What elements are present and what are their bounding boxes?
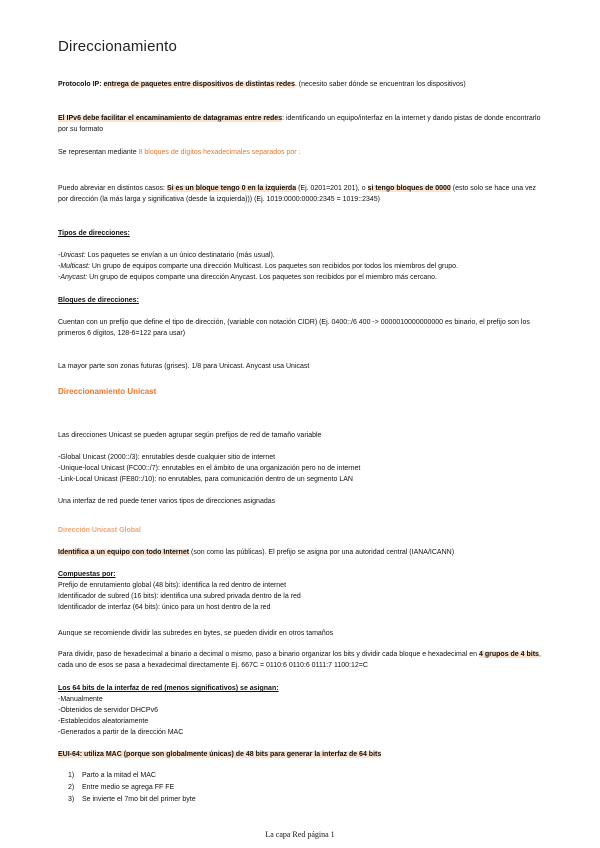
tipos-desc: Un grupo de equipos comparte una dirección Anycast. Los paquetes son recibidos por el miembro más cercano. xyxy=(89,274,438,281)
unicast-list-item: -Unique-local Unicast (FC00::/7): enrutables en el ámbito de una organización pero no de internet xyxy=(58,465,361,472)
abreviar-highlight-2: si tengo bloques de 0000 xyxy=(367,185,451,192)
step-number: 1) xyxy=(68,772,75,779)
page-footer: La capa Red página 1 xyxy=(265,830,335,839)
tipos-term: -Anycast: xyxy=(58,274,88,281)
paragraph-abreviar xyxy=(58,184,544,205)
representan-orange: 8 bloques de dígitos hexadecimales separados por : xyxy=(138,149,301,156)
tipos-term: -Unicast: xyxy=(58,252,86,259)
step-item xyxy=(68,795,196,805)
step-item xyxy=(68,771,156,781)
bits64-heading: Los 64 bits de la interfaz de red (menos significativos) se asignan: xyxy=(58,685,279,692)
tipos-multicast xyxy=(58,262,544,273)
dividir-text: Para dividir, paso de hexadecimal a binario a decimal o mismo, paso a binario organizar los bits y dividir cada bloque e hexadecimal en xyxy=(58,651,478,658)
step-text: Entre medio se agrega FF FE xyxy=(82,784,175,791)
interfaz-text: Una interfaz de red puede tener varios tipos de direcciones asignadas xyxy=(58,498,276,505)
tipos-desc: Los paquetes se envían a un único destinatario (más usual). xyxy=(87,252,275,259)
eui64-highlight: EUI-64: utiliza MAC (porque son globalmente únicas) de 48 bits para generar la interfaz de 64 bits xyxy=(58,751,382,758)
page-title: Direccionamiento xyxy=(58,38,178,55)
representan-text: Se representan mediante xyxy=(58,149,137,156)
compuestas-item: Identificador de subred (16 bits): identifica una subred privada dentro de la red xyxy=(58,593,301,600)
bits64-item: -Generados a partir de la dirección MAC xyxy=(58,729,184,736)
compuestas-item: Identificador de interfaz (64 bits): único para un host dentro de la red xyxy=(58,604,271,611)
tipos-desc: Un grupo de equipos comparte una dirección Multicast. Los paquetes son recibidos por todos los miembros del grupo. xyxy=(91,263,459,270)
mayor-parte-text: La mayor parte son zonas futuras (grises). 1/8 para Unicast. Anycast usa Unicast xyxy=(58,363,310,370)
ipv6-rest: : identificando un equipo/interfaz en la internet y dando pistas de donde encontrarlo por su formato xyxy=(58,115,541,133)
paragraph-identifica xyxy=(58,548,544,559)
paragraph-protocolo-ip xyxy=(58,80,544,91)
dividir-example: , cada uno de esos se pasa a hexadecimal directamente Ej. 667C = 0110:6 0110:6 0111:7 1100:12=C xyxy=(58,651,541,669)
compuestas-item: Prefijo de enrutamiento global (48 bits): identifica la red dentro de internet xyxy=(58,582,287,589)
abreviar-example-2: (esto solo se hace una vez por dirección (la más larga y significativa (desde la izquierda))) (Ej. 1019:0000:0000:2345 = 1019::2345) xyxy=(58,185,537,203)
paragraph-eui64 xyxy=(58,750,544,761)
tipos-heading: Tipos de direcciones: xyxy=(58,230,130,237)
ipv6-highlight: El IPv6 debe facilitar el encaminamiento de datagramas entre redes xyxy=(58,115,283,122)
bits64-item: -Obtenidos de servidor DHCPv6 xyxy=(58,707,158,714)
protocolo-label: Protocolo IP: xyxy=(58,81,102,88)
paragraph-ipv6 xyxy=(58,114,544,135)
unicast-list-item: -Link-Local Unicast (FE80::/10): no enrutables, para comunicación dentro de un segmento LAN xyxy=(58,476,353,483)
bits64-item: -Manualmente xyxy=(58,696,103,703)
step-number: 2) xyxy=(68,784,75,791)
tipos-anycast xyxy=(58,273,544,284)
step-text: Se invierte el 7mo bit del primer byte xyxy=(82,796,196,803)
abreviar-example-1: (Ej. 0201=201 201), o xyxy=(298,185,366,192)
paragraph-representan xyxy=(58,148,544,159)
unicast-heading: Direccionamiento Unicast xyxy=(58,387,157,396)
tipos-unicast xyxy=(58,251,544,262)
tipos-term: -Multicast: xyxy=(58,263,90,270)
step-text: Parto a la mitad el MAC xyxy=(82,772,156,779)
global-unicast-heading: Dirección Unicast Global xyxy=(58,527,141,534)
bits64-item: -Establecidos aleatoriamente xyxy=(58,718,149,725)
bloques-heading: Bloques de direcciones: xyxy=(58,297,139,304)
aunque-text: Aunque se recomiende dividir las subredes en bytes, se pueden dividir en otros tamaños xyxy=(58,630,334,637)
dividir-highlight: 4 grupos de 4 bits xyxy=(479,651,539,658)
protocolo-highlight: entrega de paquetes entre dispositivos de distintas redes xyxy=(103,81,295,88)
bloques-text: Cuentan con un prefijo que define el tipo de dirección, (variable con notación CIDR) (Ej. 0400::/6 400 -> 0000010000000000 es binario, el prefijo son los primeros 6 dígitos, 128-6=122 para usar) xyxy=(58,319,530,337)
unicast-intro: Las direcciones Unicast se pueden agrupar según prefijos de red de tamaño variable xyxy=(58,432,322,439)
identifica-highlight: Identifica a un equipo con todo Internet xyxy=(58,549,190,556)
protocolo-rest: . (necesito saber dónde se encuentran los dispositivos) xyxy=(294,81,466,88)
step-number: 3) xyxy=(68,796,75,803)
identifica-rest: (son como las públicas). El prefijo se asigna por una autoridad central (IANA/ICANN) xyxy=(191,549,455,556)
abreviar-intro: Puedo abreviar en distintos casos: xyxy=(58,185,166,192)
unicast-list-item: -Global Unicast (2000::/3): enrutables desde cualquier sitio de internet xyxy=(58,454,276,461)
step-item xyxy=(68,783,174,793)
compuestas-heading: Compuestas por: xyxy=(58,571,116,578)
abreviar-highlight-1: Si es un bloque tengo 0 en la izquierda xyxy=(166,185,297,192)
paragraph-dividir xyxy=(58,650,544,671)
